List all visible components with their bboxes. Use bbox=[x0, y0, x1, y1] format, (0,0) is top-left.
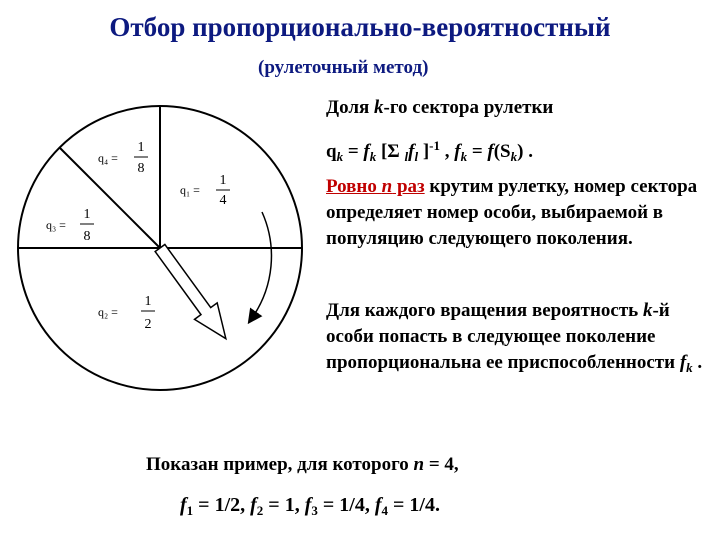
sector-q4-denominator: 8 bbox=[137, 161, 145, 176]
probability-formula: $q_k = f_k$ [Σ $_lf_l$ ]$^{-1}$ , $f_k = f(S_k)$ . bbox=[326, 138, 533, 164]
sector-q3-label: q₃ = bbox=[46, 218, 66, 232]
sector-q2-numerator: 1 bbox=[144, 294, 152, 309]
sector-q3-denominator: 8 bbox=[83, 229, 91, 244]
probability-description: Для каждого вращения вероятность k-й особи попасть в следующее поколение пропорциональна ее приспособленности $f_k$ . bbox=[326, 300, 703, 375]
sector-q3-numerator: 1 bbox=[83, 207, 91, 222]
sector-q4-label: q₄ = bbox=[98, 151, 118, 165]
sector-q2-denominator: 2 bbox=[144, 317, 152, 332]
sector-q4-numerator: 1 bbox=[137, 140, 145, 155]
spin-description: Ровно n раз крутим рулетку, номер сектора определяет номер особи, выбираемой в популяцию следующего поколения. bbox=[326, 176, 698, 249]
slide-subtitle: (рулеточный метод) bbox=[258, 57, 429, 78]
sector-q1-denominator: 4 bbox=[219, 193, 227, 208]
example-values: $f_1 = 1/2$, $f_2 = 1$, $f_3 = 1/4$, $f_4 = 1/4$. bbox=[180, 494, 440, 518]
example-statement: Показан пример, для которого n = 4, bbox=[146, 454, 459, 475]
sector-q1-numerator: 1 bbox=[219, 173, 227, 188]
sector-q1-label: q₁ = bbox=[180, 183, 200, 197]
slide-title: Отбор пропорционально-вероятностный bbox=[109, 12, 611, 42]
sector-share-heading: Доля k-го сектора рулетки bbox=[326, 97, 554, 118]
pointer-arrow bbox=[149, 240, 237, 347]
sector-q2-label: q₂ = bbox=[98, 305, 118, 319]
rotation-arrow-icon bbox=[252, 212, 271, 318]
spin-count-emphasis: Ровно n раз bbox=[326, 176, 425, 197]
